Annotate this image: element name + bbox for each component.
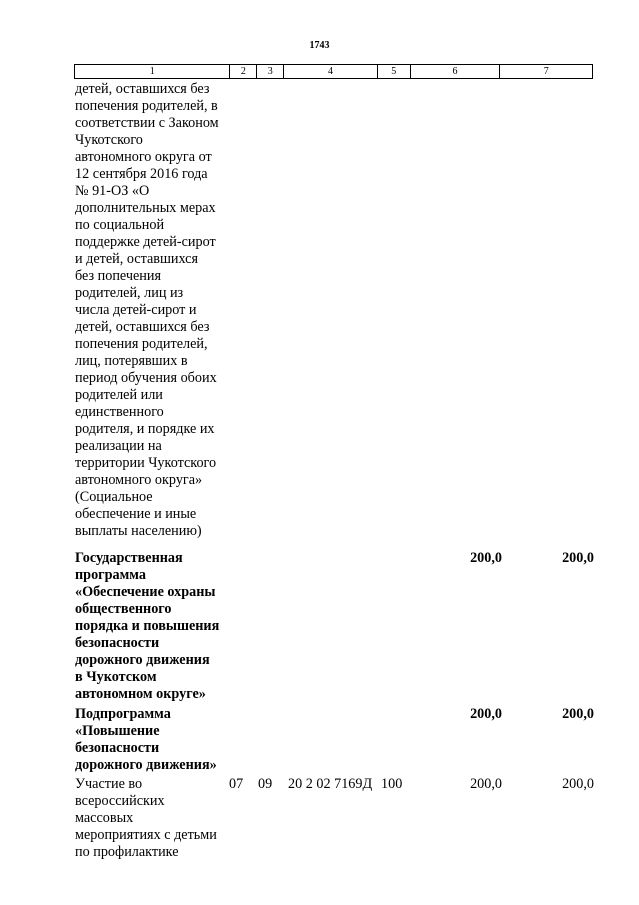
row-participation-col-5: 100: [381, 776, 403, 792]
row-participation-col-4: 20 2 02 7169Д: [288, 776, 373, 792]
row-state-program-value-6: 200,0: [470, 550, 502, 566]
row-description-social-support: детей, оставшихся без попечения родителей, в соответствии с Законом Чукотского автономного округа от 12 сентября 2016 года № 91-ОЗ «О дополнительных мерах по социальной поддержке детей-сирот и детей, оставшихся без попечения родителей, лиц из числа детей-сирот и детей, оставшихся без попечения родителей, лиц, потерявших в период обучения обоих родителей или единственного родителя, и порядке их реализации на территории Чукотского автономного округа» (Социальное обеспечение и иные выплаты населению): [75, 81, 219, 539]
header-col-6: 6: [411, 65, 501, 78]
header-col-5: 5: [378, 65, 411, 78]
row-description-subprogram: Подпрограмма «Повышение безопасности дорожного движения»: [75, 706, 217, 773]
header-col-4: 4: [284, 65, 378, 78]
header-col-1: 1: [75, 65, 230, 78]
row-participation-value-7: 200,0: [562, 776, 594, 792]
row-participation-col-2: 07: [229, 776, 244, 792]
header-col-2: 2: [230, 65, 257, 78]
row-subprogram-value-6: 200,0: [470, 706, 502, 722]
page-number: 1743: [309, 40, 330, 51]
row-subprogram-value-7: 200,0: [562, 706, 594, 722]
table-header-row: [74, 64, 593, 79]
row-description-participation: Участие во всероссийских массовых мероприятиях с детьми по профилактике: [75, 776, 217, 860]
row-participation-value-6: 200,0: [470, 776, 502, 792]
row-description-state-program: Государственная программа «Обеспечение охраны общественного порядка и повышения безопасности дорожного движения в Чукотском автономном округе»: [75, 550, 220, 702]
row-participation-col-3: 09: [258, 776, 273, 792]
header-col-7: 7: [543, 66, 549, 77]
header-col-3: 3: [257, 65, 284, 78]
row-state-program-value-7: 200,0: [562, 550, 594, 566]
